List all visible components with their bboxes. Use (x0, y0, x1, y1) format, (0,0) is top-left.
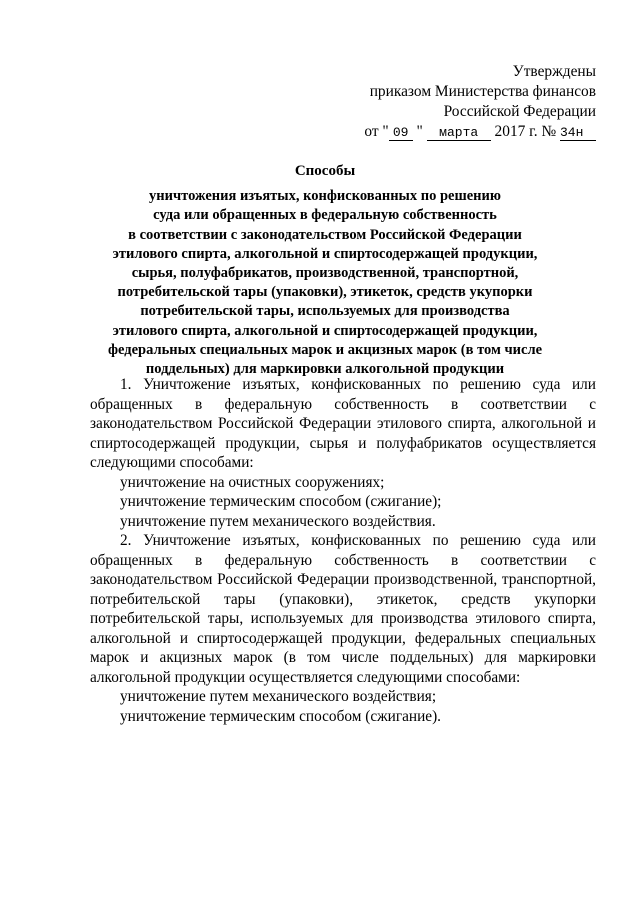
title-line: сырья, полуфабрикатов, производственной, транспортной, (131, 265, 519, 282)
paragraph-1: 1. Уничтожение изъятых, конфискованных по решению суда или обращенных в федеральную собственность в соответствии с законодательством Российской Федерации этилового спирта, алкогольной и спиртосодержащей продукции, сырья и полуфабрикатов осуществляется следующими способами: (90, 376, 596, 471)
order-number: 34н (560, 125, 596, 141)
approval-line-3: Российской Федерации (443, 103, 596, 120)
title-line: этилового спирта, алкогольной и спиртосодержащей продукции, (112, 245, 538, 262)
list-item: уничтожение путем механического воздействия; (120, 688, 437, 705)
list-item: уничтожение термическим способом (сжигание). (120, 707, 442, 725)
document-title (60, 162, 590, 379)
title-line: поддельных) для маркировки алкогольной продукции (145, 361, 505, 378)
list-item: уничтожение термическим способом (сжигание); (120, 493, 442, 510)
title-line: суда или обращенных в федеральную собственность (153, 207, 497, 224)
date-quote-close: " (412, 123, 423, 140)
document-body (90, 375, 596, 726)
title-line: федеральных специальных марок и акцизных марок (в том числе (107, 341, 543, 358)
date-month: марта (427, 125, 491, 141)
title-line: уничтожения изъятых, конфискованных по решению (149, 188, 501, 205)
approval-line-1: Утверждены (512, 63, 596, 80)
paragraph-2: 2. Уничтожение изъятых, конфискованных по решению суда или обращенных в федеральную собственность в соответствии с законодательством Российской Федерации производственной, транспортной, потребительской тары (упаковки), этикеток, средств укупорки потребительской тары, используемых для производства этилового спирта, алкогольной и спиртосодержащей продукции, федеральных специальных марок и акцизных марок (в том числе поддельных) для маркировки алкогольной продукции осуществляется следующими способами: (90, 532, 596, 686)
title-line: этилового спирта, алкогольной и спиртосодержащей продукции, (112, 322, 538, 339)
approval-stamp (364, 62, 596, 142)
title-line: в соответствии с законодательством Российской Федерации (128, 226, 522, 243)
approval-date-line (364, 122, 596, 142)
date-day: 09 (389, 125, 413, 141)
approval-line-2: приказом Министерства финансов (369, 83, 596, 100)
title-line: потребительской тары, используемых для производства (140, 303, 510, 320)
title-line: потребительской тары (упаковки), этикеток, средств укупорки (117, 284, 533, 301)
date-year: 2017 г. № (494, 123, 557, 140)
title-heading: Способы (294, 163, 356, 179)
list-item: уничтожение на очистных сооружениях; (120, 473, 385, 491)
date-prefix: от " (364, 123, 389, 140)
list-item: уничтожение путем механического воздействия. (120, 512, 436, 530)
